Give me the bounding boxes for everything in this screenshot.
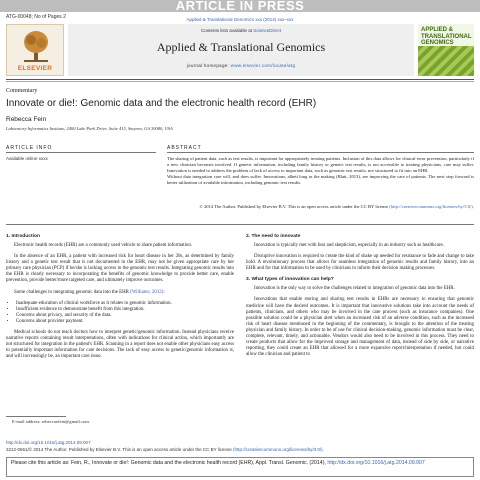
sciencedirect-link[interactable]: ScienceDirect (253, 28, 282, 33)
innovate-paragraph-2: Disruptive innovation is required to create the kind of shake up needed for resistance to fade and change to take hold. A revolutionary process that allows for seamless integration of genomic results and family history, into an EHR and for that information to be used by clinicians to inform their decision making processes. (246, 254, 474, 272)
issn-license-link[interactable]: (http://creativecommons.org/licenses/by/3.0/). (233, 447, 324, 452)
intro-paragraph-4: Medical schools do not teach doctors how to interpret genetic/genomic information. Instead physicians receive narrative reports containing result interpretations, often with indications for clinical action, which importantly are not structured for integration in the patient's EHR. Scanning in a report does not enable other physicians easy access to potentially important information for care decisions. The lack of easy access to genetic/genomic information is, and will increasingly be, an important care issue. (6, 330, 234, 360)
author-email[interactable]: E-mail address: rebeccaefein@gmail.com. (12, 419, 90, 424)
masthead-rule (6, 79, 474, 80)
article-title: Innovate or die!: Genomic data and the electronic health record (EHR) (6, 98, 317, 109)
available-online: Available online xxxx (6, 156, 48, 161)
journal-cover-thumbnail[interactable] (418, 24, 474, 76)
doi-link[interactable]: http://dx.doi.org/10.1016/j.atg.2014.09.007 (6, 440, 91, 445)
abstract-license (167, 204, 474, 210)
citation-doi-link[interactable]: http://dx.doi.org/10.1016/j.atg.2014.09.007 (327, 460, 425, 466)
article-info-heading: ARTICLE INFO (6, 145, 53, 151)
innovation-paragraph-2: Innovations that enable storing and sharing test results in EHRs are necessary to ensuring that genomic medicine will have the desired outcomes. It is important that innovative solutions take into account the needs of patients, clinicians, and others who may be involved in the care process (such as insurance companies). One possible solution could be a physician alert when an increased risk of an adverse condition, such as the increased risk of heart disease mentioned in the beginning of the commentary, is brought to the attention of the treating physician and family history. In order to be of use for clinical decision-making, genomic information must be clear, complete, relevant, timely, and actionable. Vendors would also need to be involved in this process. They need to create products that allow for the improved storage and management of data, instead of side by side, or narrative reporting, they could create an EHR that allowed for a more expansive report/interpretation if needed, but could allow the clinician and patient to (246, 297, 474, 358)
contents-line (68, 28, 414, 33)
cover-pattern (418, 46, 474, 76)
abstract-paragraph-2: Without data integration care will, and does suffer. Innovations, albeit long in the making (Blatt, 2013), are improving the care of patients. The next step forward is better utilization of available information, including genomic test results. (167, 174, 474, 185)
publisher-name: ELSEVIER (17, 65, 53, 72)
article-in-press-banner: ARTICLE IN PRESS (0, 0, 480, 12)
innovate-paragraph-1: Innovation is typically met with fear and skepticism, especially in an industry such as healthcare. (254, 243, 444, 248)
list-item: • Inadequate education of clinical workforce as it relates to genomic information. (16, 301, 234, 307)
journal-reference-link[interactable]: Applied & Translational Genomics xxx (2014) xxx–xxx (186, 17, 294, 22)
innovation-types-heading: 3. What types of innovation can help? (246, 277, 334, 283)
intro-paragraph-2: In the absence of an EHR, a patient with increased risk for heart disease in her 20s, as determined by family history and a genetic test result that is not documented in the EHR, may not be given appropriate care by her primary care physician (PCP) if he/she is lacking access to the genomic test results. Integrating genomic results into the EHR is clearly necessary to incorporating the benefits of genomic knowledge to provide better care, enable prevention, provide better/more targeted care, and ultimately improve outcomes. (6, 254, 234, 284)
article-type: Commentary (6, 88, 38, 94)
masthead-rule-thin (6, 81, 474, 82)
elsevier-logo[interactable] (6, 24, 64, 76)
introduction-heading: 1. Introduction (6, 234, 40, 239)
williams-citation-link[interactable]: (Williams, 2012) (130, 289, 164, 295)
cover-title: APPLIED & TRANSLATIONAL GENOMICS (421, 27, 472, 46)
abstract-bottom-rule (6, 224, 474, 225)
journal-homepage-line (68, 63, 414, 68)
footnote-rule (6, 416, 66, 417)
list-item: • Insufficient evidence to demonstrate benefit from this integration. (16, 307, 234, 313)
innovation-paragraph-1: Innovation is the only way to solve the challenges related to integration of genomic data into the EHR. (254, 286, 455, 292)
right-column (246, 234, 474, 363)
license-link[interactable]: (http://creativecommons.org/licenses/by/3.0/). (389, 204, 474, 209)
journal-homepage-link[interactable]: www.elsevier.com/locate/atg (230, 63, 296, 68)
abstract-heading: ABSTRACT (167, 145, 202, 151)
citation-text: Please cite this article as: Fein, R., Innovate or die!: Genomic data and the electronic health record (EHR), Appl. Transl. Genomic. (2014), (11, 460, 328, 466)
need-to-innovate-heading: 2. The need to innovate (246, 234, 301, 239)
intro-paragraph-3-text: Some challenges to integrating genomic data into the EHR (14, 289, 131, 295)
abstract-rule (167, 152, 474, 153)
list-item: • Concerns about privacy, and security of the data. (16, 313, 234, 319)
article-reference: ATG-00048; No of Pages 2 (6, 14, 66, 20)
intro-paragraph-1: Electronic health records (EHR) are a commonly used vehicle to share patient information. (14, 243, 193, 248)
license-text: © 2014 The Author. Published by Elsevier B.V. This is an open access article under the CC BY license (199, 204, 389, 209)
list-item: • Concerns about provider payment. (16, 319, 234, 325)
journal-title: Applied & Translational Genomics (156, 40, 326, 54)
abstract-paragraph-1: The sharing of patient data, such as test results, is important for appropriately treating patients. Inclusion of this data allows for clinical error prevention, particularly if a new clinician becomes involved. If genetic information, including family history or genetic test results, is not accessible to treating physicians, care may suffer. Innovation is needed to address the problem of lack of access to important data, such as genomic test results, not structured to fit into an EHR. (167, 156, 474, 173)
abstract-body (167, 156, 474, 186)
issn-text: 2212-0661/© 2014 The Author. Published by Elsevier B.V. This is an open access article under the CC BY license (6, 447, 234, 452)
challenges-list (6, 301, 234, 325)
left-column (6, 234, 234, 366)
journal-masthead (6, 24, 474, 76)
contents-prefix: Contents lists available at (200, 28, 254, 33)
masthead-center (68, 24, 414, 76)
citation-box (6, 457, 474, 477)
intro-paragraph-3-suffix: : (163, 289, 165, 295)
author-name[interactable]: Rebecca Fein (6, 116, 47, 123)
issn-line (6, 447, 324, 452)
homepage-prefix: journal homepage: (186, 63, 231, 68)
intro-paragraph-3 (6, 290, 234, 296)
author-affiliation: Laboratory Informatics Institute, 2400 Lake Park Drive, Suite 415, Smyrna, GA 30080, USA (6, 126, 173, 131)
elsevier-tree-icon (21, 29, 51, 63)
info-rule (6, 152, 156, 153)
